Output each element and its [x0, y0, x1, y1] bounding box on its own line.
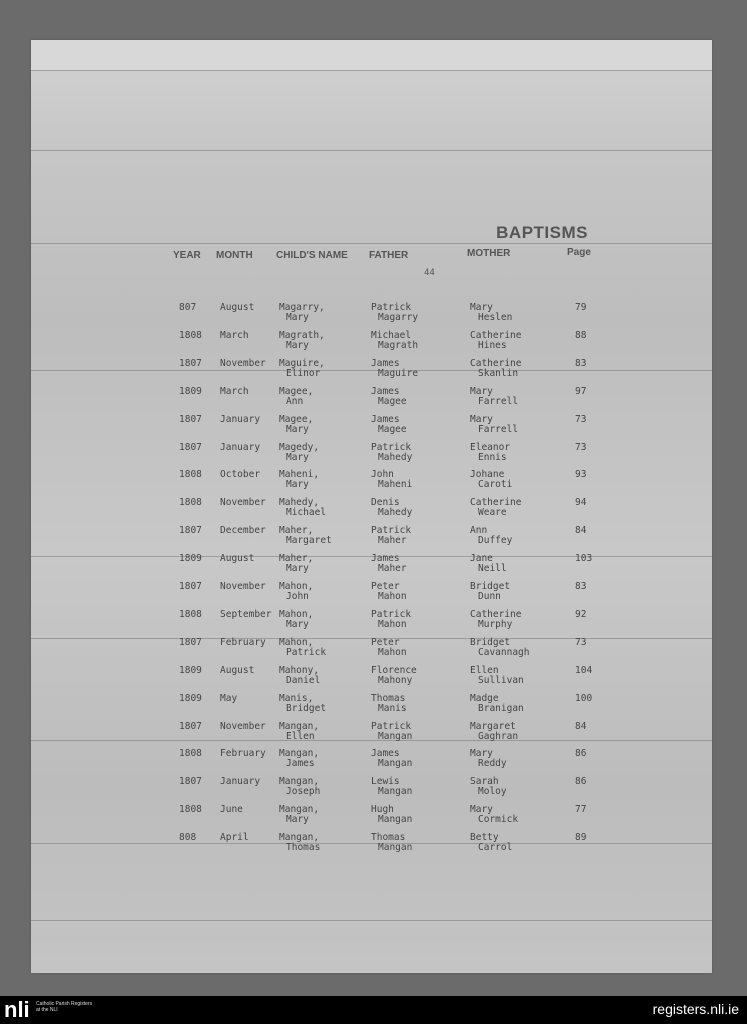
entry-page: 79 [575, 302, 587, 313]
entry-month: December [220, 525, 266, 537]
father-surname: Maguire [378, 367, 419, 379]
mother-surname: Duffey [478, 535, 513, 547]
father-surname: Magee [378, 423, 407, 435]
page-number: 44 [424, 268, 435, 278]
mother-surname: Carrol [478, 842, 513, 854]
mother-surname: Farrell [478, 423, 519, 435]
father-forename: Patrick [371, 608, 412, 620]
mother-surname: Hines [478, 339, 507, 351]
child-forename: Mary [286, 479, 309, 491]
rule-line [31, 920, 712, 921]
mother-surname: Moloy [478, 786, 507, 798]
entry-page: 92 [575, 608, 587, 620]
entry-page: 84 [575, 720, 587, 732]
father-surname: Maher [378, 535, 407, 547]
child-forename: Michael [286, 507, 327, 519]
father-forename: Patrick [371, 525, 412, 537]
entry-page: 100 [575, 692, 593, 704]
father-surname: Mangan [378, 730, 413, 742]
child-surname: Maher, [279, 553, 314, 565]
father-surname: Magee [378, 395, 407, 407]
entry-month: May [220, 692, 238, 704]
father-forename: John [371, 469, 394, 481]
father-surname: Magarry [378, 312, 419, 323]
site-link[interactable]: registers.nli.ie [652, 1001, 739, 1017]
table-row [31, 442, 712, 470]
child-surname: Mahon, [279, 608, 314, 620]
mother-forename: Eleanor [470, 441, 511, 453]
child-forename: Joseph [286, 786, 321, 798]
mother-forename: Mary [470, 748, 493, 760]
header-father: FATHER [369, 250, 409, 261]
mother-surname: Branigan [478, 702, 524, 714]
entry-year: 1807 [179, 720, 202, 732]
father-surname: Mahedy [378, 451, 413, 463]
mother-forename: Margaret [470, 720, 516, 732]
child-forename: Mary [286, 451, 309, 463]
entry-page: 73 [575, 441, 587, 453]
child-surname: Maguire, [279, 357, 325, 369]
child-surname: Mangan, [279, 776, 320, 788]
child-surname: Mahedy, [279, 497, 320, 509]
table-row [31, 302, 712, 330]
mother-surname: Murphy [478, 618, 513, 630]
entry-month: August [220, 553, 255, 565]
entry-page: 83 [575, 581, 587, 592]
child-surname: Mangan, [279, 748, 320, 760]
mother-forename: Mary [470, 385, 493, 397]
child-surname: Mangan, [279, 720, 320, 732]
entry-month: October [220, 469, 261, 481]
father-surname: Mahon [378, 646, 407, 658]
entry-month: March [220, 329, 249, 341]
father-forename: Peter [371, 636, 400, 648]
entry-month: February [220, 636, 266, 648]
child-surname: Magee, [279, 385, 314, 397]
child-surname: Mahon, [279, 581, 314, 592]
entry-year: 1808 [179, 804, 202, 816]
mother-forename: Ann [470, 525, 488, 537]
entry-year: 1808 [179, 748, 202, 760]
mother-surname: Weare [478, 507, 507, 519]
child-surname: Mangan, [279, 832, 320, 844]
entry-month: June [220, 804, 243, 816]
mother-surname: Neill [478, 563, 507, 575]
father-surname: Mahon [378, 591, 407, 602]
child-forename: Mary [286, 312, 309, 323]
table-row [31, 748, 712, 776]
table-row [31, 637, 712, 665]
father-surname: Mahony [378, 674, 413, 686]
entry-month: November [220, 357, 266, 369]
mother-forename: Mary [470, 804, 493, 816]
father-forename: James [371, 553, 400, 565]
father-forename: James [371, 357, 400, 369]
entry-year: 1807 [179, 357, 202, 369]
entry-month: April [220, 832, 249, 844]
entry-page: 94 [575, 497, 587, 509]
child-forename: Daniel [286, 674, 321, 686]
mother-surname: Gaghran [478, 730, 519, 742]
entry-month: September [220, 608, 272, 620]
entry-year: 1807 [179, 776, 202, 788]
child-surname: Magee, [279, 413, 314, 425]
table-row [31, 609, 712, 637]
father-forename: James [371, 413, 400, 425]
child-surname: Magedy, [279, 441, 320, 453]
mother-surname: Caroti [478, 479, 513, 491]
child-forename: Elinor [286, 367, 321, 379]
father-forename: James [371, 385, 400, 397]
child-forename: Mary [286, 339, 309, 351]
entry-month: November [220, 497, 266, 509]
header-mother: MOTHER [467, 248, 511, 259]
entry-year: 1809 [179, 664, 202, 676]
child-forename: James [286, 758, 315, 770]
entry-month: January [220, 441, 261, 453]
mother-forename: Bridget [470, 636, 511, 648]
mother-forename: Mary [470, 302, 493, 313]
table-row [31, 832, 712, 860]
mother-forename: Johane [470, 469, 505, 481]
entry-year: 1808 [179, 329, 202, 341]
entry-month: August [220, 664, 255, 676]
header-child-name: CHILD'S NAME [276, 250, 348, 261]
child-forename: Bridget [286, 702, 327, 714]
mother-surname: Reddy [478, 758, 507, 770]
table-row [31, 414, 712, 442]
entry-page: 83 [575, 357, 587, 369]
mother-surname: Dunn [478, 591, 501, 602]
logo-caption: Catholic Parish Registers at the NLI [36, 1001, 93, 1013]
mother-surname: Farrell [478, 395, 519, 407]
mother-surname: Heslen [478, 312, 513, 323]
child-forename: Ellen [286, 730, 315, 742]
father-forename: Thomas [371, 832, 406, 844]
entry-year: 1808 [179, 608, 202, 620]
father-surname: Mahon [378, 618, 407, 630]
entry-page: 84 [575, 525, 587, 537]
child-surname: Mahon, [279, 636, 314, 648]
father-forename: Thomas [371, 692, 406, 704]
entry-month: March [220, 385, 249, 397]
rule-line [31, 150, 712, 151]
father-surname: Mangan [378, 842, 413, 854]
entry-year: 1807 [179, 441, 202, 453]
child-surname: Magarry, [279, 302, 325, 313]
father-forename: Denis [371, 497, 400, 509]
mother-forename: Catherine [470, 497, 522, 509]
table-row [31, 693, 712, 721]
entry-year: 1807 [179, 636, 202, 648]
mother-forename: Madge [470, 692, 499, 704]
table-row [31, 553, 712, 581]
entry-page: 88 [575, 329, 587, 341]
father-forename: Florence [371, 664, 417, 676]
child-surname: Manis, [279, 692, 314, 704]
mother-forename: Jane [470, 553, 493, 565]
father-forename: Michael [371, 329, 412, 341]
mother-forename: Mary [470, 413, 493, 425]
child-surname: Maheni, [279, 469, 320, 481]
father-forename: Patrick [371, 720, 412, 732]
mother-surname: Sullivan [478, 674, 524, 686]
entry-month: November [220, 720, 266, 732]
register-title: BAPTISMS [496, 223, 588, 242]
entry-year: 1809 [179, 692, 202, 704]
register-page [31, 40, 712, 973]
father-surname: Mahedy [378, 507, 413, 519]
mother-forename: Catherine [470, 357, 522, 369]
entry-month: February [220, 748, 266, 760]
entry-year: 808 [179, 832, 197, 844]
child-surname: Mahony, [279, 664, 320, 676]
rule-line [31, 70, 712, 71]
table-row [31, 525, 712, 553]
table-row [31, 358, 712, 386]
father-forename: Peter [371, 581, 400, 592]
table-row [31, 469, 712, 497]
mother-forename: Sarah [470, 776, 499, 788]
father-forename: Hugh [371, 804, 394, 816]
entry-year: 1807 [179, 525, 202, 537]
child-forename: Mary [286, 563, 309, 575]
entry-year: 1807 [179, 581, 202, 592]
entry-page: 73 [575, 413, 587, 425]
entry-month: August [220, 302, 255, 313]
mother-surname: Skanlin [478, 367, 519, 379]
father-surname: Mangan [378, 758, 413, 770]
entry-month: January [220, 776, 261, 788]
mother-forename: Betty [470, 832, 499, 844]
table-row [31, 776, 712, 804]
father-surname: Maheni [378, 479, 413, 491]
father-surname: Magrath [378, 339, 419, 351]
entry-page: 104 [575, 664, 593, 676]
entry-year: 1808 [179, 469, 202, 481]
mother-surname: Cavannagh [478, 646, 530, 658]
father-surname: Mangan [378, 814, 413, 826]
table-row [31, 330, 712, 358]
entry-page: 93 [575, 469, 587, 481]
child-forename: John [286, 591, 309, 602]
table-row [31, 721, 712, 749]
father-forename: Patrick [371, 441, 412, 453]
nli-logo[interactable]: nli [4, 997, 30, 1022]
table-row [31, 497, 712, 525]
entry-year: 1809 [179, 553, 202, 565]
footer-bar [0, 996, 747, 1024]
entry-month: January [220, 413, 261, 425]
table-row [31, 581, 712, 609]
mother-forename: Catherine [470, 608, 522, 620]
table-row [31, 804, 712, 832]
mother-surname: Cormick [478, 814, 519, 826]
rule-line [31, 243, 712, 244]
child-forename: Ann [286, 395, 304, 407]
table-row [31, 386, 712, 414]
child-forename: Mary [286, 618, 309, 630]
entry-page: 97 [575, 385, 587, 397]
child-surname: Maher, [279, 525, 314, 537]
mother-forename: Ellen [470, 664, 499, 676]
mother-forename: Catherine [470, 329, 522, 341]
entry-year: 807 [179, 302, 197, 313]
father-forename: James [371, 748, 400, 760]
child-forename: Thomas [286, 842, 321, 854]
entry-page: 73 [575, 636, 587, 648]
page-top-band [31, 40, 712, 70]
entry-page: 86 [575, 748, 587, 760]
child-surname: Mangan, [279, 804, 320, 816]
child-forename: Mary [286, 423, 309, 435]
entry-page: 89 [575, 832, 587, 844]
father-surname: Manis [378, 702, 407, 714]
mother-surname: Ennis [478, 451, 507, 463]
table-row [31, 665, 712, 693]
child-forename: Patrick [286, 646, 327, 658]
header-year: YEAR [173, 250, 201, 261]
child-forename: Margaret [286, 535, 332, 547]
father-forename: Lewis [371, 776, 400, 788]
child-surname: Magrath, [279, 329, 325, 341]
father-forename: Patrick [371, 302, 412, 313]
header-page: Page [567, 247, 591, 258]
child-forename: Mary [286, 814, 309, 826]
entry-year: 1808 [179, 497, 202, 509]
father-surname: Maher [378, 563, 407, 575]
header-month: MONTH [216, 250, 253, 261]
entry-year: 1809 [179, 385, 202, 397]
entry-month: November [220, 581, 266, 592]
father-surname: Mangan [378, 786, 413, 798]
mother-forename: Bridget [470, 581, 511, 592]
entry-page: 86 [575, 776, 587, 788]
entry-page: 103 [575, 553, 593, 565]
entry-page: 77 [575, 804, 587, 816]
entry-year: 1807 [179, 413, 202, 425]
